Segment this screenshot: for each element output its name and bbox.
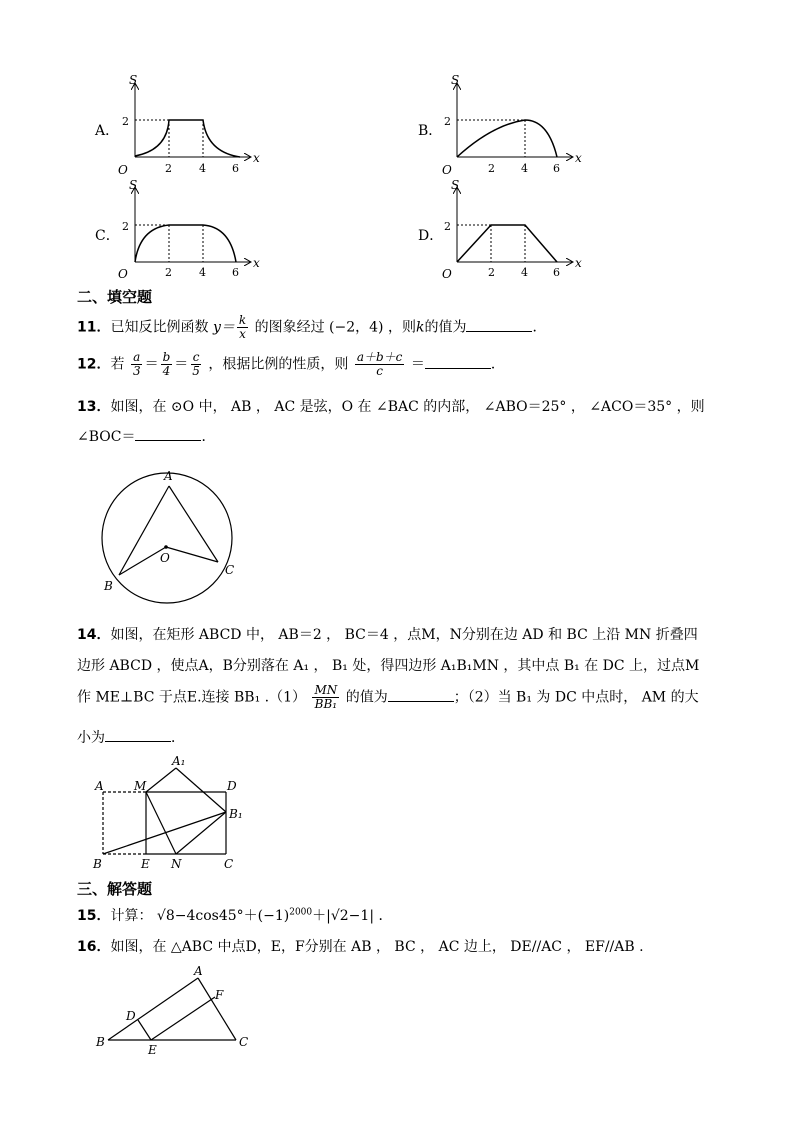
s-axis-label: S [451, 178, 460, 192]
point-b: B [93, 857, 102, 871]
x-tick-6: 6 [553, 266, 560, 279]
point-c: C [225, 563, 235, 577]
question-number: 16． [77, 939, 111, 955]
question-13: 13．如图，在 ⊙O 中， AB ， AC 是弦，O 在 ∠BAC 的内部， ∠ABO＝25° ， ∠ACO＝35° ，则 [77, 399, 705, 415]
option-b-label: B． [418, 123, 443, 139]
answer-blank-1[interactable] [388, 687, 454, 702]
x-tick-6: 6 [553, 162, 560, 175]
x-tick-2: 2 [165, 162, 172, 175]
x-tick-6: 6 [232, 266, 239, 279]
point-e: E [148, 1043, 157, 1057]
answer-blank[interactable] [425, 354, 491, 369]
curve-c [135, 225, 236, 262]
option-d-label: D． [418, 228, 444, 244]
circle-o [102, 473, 235, 603]
origin-label: O [442, 163, 452, 177]
x-tick-4: 4 [521, 162, 528, 175]
point-o: O [160, 551, 170, 565]
option-c-label: C． [95, 228, 120, 244]
s-axis-label: S [129, 178, 138, 192]
question-14: 14．如图，在矩形 ABCD 中， AB＝2 ， BC＝4 ，点M，N分别在边 AD 和 BC 上沿 MN 折叠四 [77, 627, 698, 643]
s-axis-label: S [129, 73, 138, 87]
point-c: C [239, 1035, 249, 1049]
point-d: D [227, 779, 237, 793]
x-axis-label: x [253, 256, 260, 270]
graph-d [442, 178, 582, 281]
point-f: F [215, 988, 224, 1002]
question-number: 11． [77, 319, 111, 336]
point-a: A [194, 964, 203, 978]
point-e: E [141, 857, 150, 871]
graph-a [118, 73, 260, 177]
point-n: N [171, 857, 182, 871]
figure-16-triangle [88, 962, 263, 1057]
point-a1: A₁ [172, 754, 186, 768]
x-axis-label: x [575, 151, 582, 165]
curve-d [457, 225, 557, 262]
question-14-line4: 小为 ． [77, 727, 185, 747]
option-graphs [0, 0, 794, 290]
y-tick-2: 2 [444, 220, 451, 233]
point-a: A [95, 779, 104, 793]
x-tick-6: 6 [232, 162, 239, 175]
curve-b [457, 120, 557, 157]
question-number: 13． [77, 399, 111, 415]
point-m: M [134, 779, 147, 793]
point-b1: B₁ [229, 807, 243, 821]
fraction-sum-over-c: $\frac{a+b+c}{c}$ [356, 350, 403, 378]
x-tick-2: 2 [488, 266, 495, 279]
point-c: C [224, 857, 234, 871]
point-b: B [96, 1035, 105, 1049]
answer-blank[interactable] [466, 317, 532, 332]
question-number: 12． [77, 356, 111, 373]
answer-blank-2[interactable] [105, 727, 171, 742]
graph-c [118, 178, 260, 281]
figure-13-circle [95, 462, 255, 612]
y-tick-2: 2 [444, 115, 451, 128]
origin-label: O [118, 163, 128, 177]
origin-label: O [118, 267, 128, 281]
point-a: A [164, 469, 173, 483]
question-number: 14． [77, 627, 111, 643]
y-tick-2: 2 [122, 115, 129, 128]
answer-blank[interactable] [135, 426, 201, 441]
question-14-line3: 作 ME⊥BC 于点E.连接 BB₁ .（1） $\frac{MN}{\text{BB₁}}$ 的值为 ；（2）当 B₁ 为 DC 中点时， AM 的大 [77, 683, 699, 711]
x-tick-4: 4 [521, 266, 528, 279]
fraction-k-over-x: $\frac{k}{x}$ [238, 313, 247, 341]
option-a-label: A． [95, 123, 120, 139]
x-tick-4: 4 [199, 162, 206, 175]
s-axis-label: S [451, 73, 460, 87]
graph-b [442, 73, 582, 177]
x-axis-label: x [575, 256, 582, 270]
origin-label: O [442, 267, 452, 281]
point-d: D [126, 1009, 136, 1023]
question-12: 12．若 $\frac{a}{3}$ ＝ $\frac{b}{4}$ ＝ $\frac{c}{5}$ ，根据比例的性质，则 $\frac{a+b+c}{c}$ ＝ ． [77, 350, 505, 378]
x-tick-4: 4 [199, 266, 206, 279]
x-axis-label: x [253, 151, 260, 165]
question-14-line2: 边形 ABCD ，使点A，B分别落在 A₁ ， B₁ 处，得四边形 A₁B₁MN ，其中点 B₁ 在 DC 上，过点M [77, 658, 700, 674]
curve-a [135, 120, 240, 157]
point-b: B [104, 579, 113, 593]
question-11: 11．已知反比例函数 y＝ $\frac{k}{x}$ 的图象经过 (−2，4) ，则k的值为 ． [77, 313, 547, 341]
fraction-mn-over-bb1: $\frac{MN}{\text{BB₁}}$ [314, 683, 338, 711]
figure-14-rectangle [88, 752, 258, 877]
section-fill-in-title: 二、填空题 [77, 288, 153, 306]
question-number: 15． [77, 908, 111, 924]
question-15: 15．计算： $√8-4\cos 45^\circ+(-1)^{2000}+|√2-1|$ ． [77, 907, 393, 924]
section-solve-title: 三、解答题 [77, 880, 153, 898]
question-13-line2: ∠BOC＝ ． [77, 426, 215, 446]
question-16: 16．如图，在 △ABC 中点D，E，F分别在 AB ， BC ， AC 边上， DE//AC ， EF//AB . [77, 939, 644, 955]
x-tick-2: 2 [165, 266, 172, 279]
x-tick-2: 2 [488, 162, 495, 175]
y-tick-2: 2 [122, 220, 129, 233]
